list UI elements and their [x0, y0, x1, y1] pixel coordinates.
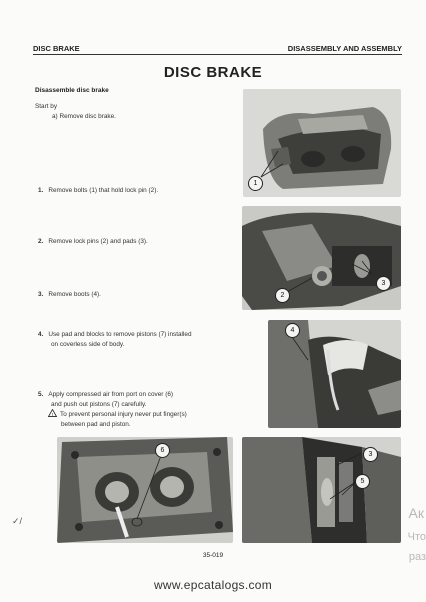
step-4	[38, 330, 192, 349]
intro-text	[35, 102, 116, 121]
step-3	[38, 290, 101, 300]
svg-text:!: !	[51, 412, 54, 417]
warning-text-cont: between pad and piston.	[61, 420, 131, 428]
step-5	[38, 390, 187, 429]
step-number: 2.	[38, 238, 44, 245]
header-left: DISC BRAKE	[33, 44, 80, 53]
callout-label: 4	[285, 323, 300, 338]
intro-line-2: a) Remove disc brake.	[52, 112, 116, 120]
page-title: DISC BRAKE	[163, 64, 263, 81]
header-right: DISASSEMBLY AND ASSEMBLY	[287, 44, 402, 53]
callout-label: 2	[275, 288, 290, 303]
watermark-text: Что	[407, 531, 426, 543]
intro-line-1: Start by	[35, 103, 58, 110]
step-text: Remove lock pins (2) and pads (3).	[48, 238, 148, 245]
step-text-cont: on coverless side of body.	[51, 340, 125, 348]
step-2	[38, 237, 148, 247]
photo-lock-pins-pads	[242, 206, 401, 310]
margin-mark: ✓/	[12, 516, 23, 526]
step-text-cont: and push out pistons (7) carefully.	[51, 400, 147, 408]
step-text: Remove boots (4).	[48, 291, 101, 298]
step-number: 5.	[38, 391, 44, 398]
step-number: 3.	[38, 291, 44, 298]
callout-label: 6	[155, 443, 170, 458]
footer-url[interactable]: www.epcatalogs.com	[153, 578, 273, 592]
watermark-text: раз	[408, 551, 426, 563]
step-text: Remove bolts (1) that hold lock pin (2).	[48, 187, 159, 194]
page-number: 35-019	[202, 552, 224, 559]
callout-label: 5	[355, 474, 370, 489]
warning-text: To prevent personal injury never put finger(s)	[60, 411, 187, 418]
section-heading: Disassemble disc brake	[35, 87, 109, 94]
step-1	[38, 186, 158, 196]
header-rule	[33, 54, 402, 55]
callout-label: 3	[363, 447, 378, 462]
callout-label: 1	[248, 176, 263, 191]
step-number: 1.	[38, 187, 44, 194]
warning-icon	[48, 409, 57, 417]
step-number: 4.	[38, 331, 44, 338]
step-text: Apply compressed air from port on cover (6)	[48, 391, 174, 398]
step-text: Use pad and blocks to remove pistons (7) installed	[48, 331, 192, 338]
photo-cover-pistons	[57, 437, 233, 543]
watermark-text: Ак	[408, 505, 424, 521]
photo-caliper-bolts	[243, 89, 401, 197]
callout-label: 3	[376, 276, 391, 291]
